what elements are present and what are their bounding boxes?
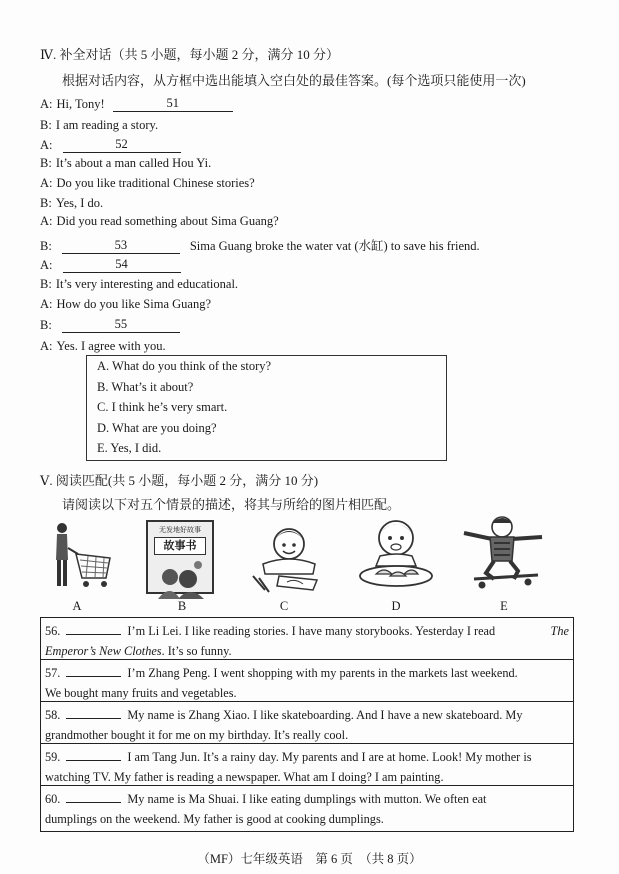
question-row-58: [41, 702, 573, 744]
dialogue-text: It’s very interesting and educational.: [55, 277, 239, 291]
question-number: 58.: [45, 708, 61, 722]
question-row-60: [41, 786, 573, 828]
dialogue-line: [40, 236, 480, 254]
shopping-cart-person-icon: [48, 520, 120, 595]
dialogue-text: Hi, Tony!: [56, 97, 105, 111]
answer-blank-53[interactable]: 53: [62, 239, 180, 254]
answer-blank-52[interactable]: 52: [63, 138, 181, 153]
storybook-icon: [146, 520, 214, 594]
question-number: 59.: [45, 750, 61, 764]
speaker-label: A:: [40, 138, 53, 152]
question-text-line2: watching TV. My father is reading a newspaper. What am I doing? I am painting.: [45, 770, 444, 784]
answer-blank[interactable]: [66, 622, 121, 635]
dialogue-text: Do you like traditional Chinese stories?: [56, 176, 255, 190]
question-text-line2: We bought many fruits and vegetables.: [45, 686, 237, 700]
answer-blank[interactable]: [66, 706, 121, 719]
question-text-line1: I’m Zhang Peng. I went shopping with my parents in the markets last weekend.: [127, 666, 518, 680]
speaker-label: B:: [40, 239, 52, 253]
question-text-line2: . It’s so funny.: [161, 644, 232, 658]
question-row-56: [41, 618, 573, 660]
speaker-label: A:: [40, 97, 53, 111]
question-number: 60.: [45, 792, 61, 806]
dialogue-text: Yes. I agree with you.: [56, 339, 166, 353]
speaker-label: B:: [40, 318, 52, 332]
answer-blank-54[interactable]: 54: [63, 258, 181, 273]
speaker-label: A:: [40, 297, 53, 311]
question-text-line1: My name is Zhang Xiao. I like skateboarding. And I have a new skateboard. My: [127, 708, 523, 722]
dialogue-line: [40, 318, 180, 333]
question-text-line1: My name is Ma Shuai. I like eating dumplings with mutton. We often eat: [127, 792, 487, 806]
dialogue-line: [40, 156, 211, 171]
answer-blank[interactable]: [66, 664, 121, 677]
speaker-label: B:: [40, 118, 52, 132]
question-text-line1: I’m Li Lei. I like reading stories. I have many storybooks. Yesterday I read: [127, 624, 496, 638]
question-italic-title: Emperor’s New Clothes: [45, 644, 162, 658]
question-row-59: [41, 744, 573, 786]
question-italic-title-start: The: [550, 624, 569, 638]
dialogue-text: How do you like Sima Guang?: [56, 297, 211, 311]
speaker-label: B:: [40, 196, 52, 210]
question-text-line1: I am Tang Jun. It’s a rainy day. My parents and I are at home. Look! My mother is: [127, 750, 532, 764]
dialogue-line: [40, 297, 211, 312]
dialogue-line: [40, 176, 255, 191]
picture-label-e: E: [500, 599, 508, 613]
dialogue-text: Did you read something about Sima Guang?: [56, 214, 279, 228]
matching-questions-table: [40, 617, 574, 832]
page-footer: （MF）七年级英语 第 6 页 （共 8 页）: [197, 852, 422, 866]
answer-blank-55[interactable]: 55: [62, 318, 180, 333]
speaker-label: A:: [40, 176, 53, 190]
question-number: 56.: [45, 624, 61, 638]
answer-blank-51[interactable]: 51: [113, 97, 233, 112]
dialogue-line: [40, 277, 238, 292]
question-row-57: [41, 660, 573, 702]
dialogue-line: [40, 196, 103, 211]
dialogue-text: It’s about a man called Hou Yi.: [55, 156, 212, 170]
answer-blank[interactable]: [66, 790, 121, 803]
options-box: [86, 355, 447, 461]
section-4-title: Ⅳ. 补全对话（共 5 小题，每小题 2 分，满分 10 分）: [40, 47, 339, 62]
section-5-title: Ⅴ. 阅读匹配(共 5 小题，每小题 2 分，满分 10 分): [40, 473, 319, 488]
section-4-instruction: 根据对话内容，从方框中选出能填入空白处的最佳答案。(每个选项只能使用一次): [62, 73, 526, 88]
dialogue-text: I am reading a story.: [55, 118, 159, 132]
dialogue-line: [40, 214, 279, 229]
child-painting-icon: [243, 518, 327, 594]
question-text-line2: grandmother bought it for me on my birthday. It’s really cool.: [45, 728, 349, 742]
storybook-title: 故事书: [154, 537, 206, 555]
picture-label-d: D: [391, 599, 401, 613]
dialogue-text: Sima Guang broke the water vat (水缸) to save his friend.: [189, 239, 480, 253]
child-eating-dumplings-icon: [356, 516, 438, 594]
picture-label-a: A: [72, 599, 82, 613]
picture-label-c: C: [279, 599, 289, 613]
dialogue-line: [40, 138, 181, 153]
speaker-label: B:: [40, 277, 52, 291]
option-d: D. What are you doing?: [97, 420, 217, 435]
dialogue-line: [40, 258, 181, 273]
dialogue-line: [40, 97, 233, 112]
question-number: 57.: [45, 666, 61, 680]
speaker-label: A:: [40, 339, 53, 353]
dialogue-line: [40, 118, 158, 133]
speaker-label: B:: [40, 156, 52, 170]
option-a: A. What do you think of the story?: [97, 359, 272, 373]
skateboarder-icon: [458, 513, 550, 593]
option-c: C. I think he’s very smart.: [97, 400, 228, 414]
picture-label-b: B: [177, 599, 187, 613]
speaker-label: A:: [40, 258, 53, 272]
dialogue-text: Yes, I do.: [55, 196, 104, 210]
option-b: B. What’s it about?: [97, 379, 194, 394]
option-e: E. Yes, I did.: [97, 441, 162, 455]
speaker-label: A:: [40, 214, 53, 228]
question-text-line2: dumplings on the weekend. My father is good at cooking dumplings.: [45, 812, 384, 826]
storybook-small-text: 无发地好故事: [159, 526, 201, 534]
section-5-instruction: 请阅读以下对五个情景的描述，将其与所给的图片相匹配。: [62, 497, 401, 512]
dialogue-line: [40, 339, 166, 354]
answer-blank[interactable]: [66, 748, 121, 761]
